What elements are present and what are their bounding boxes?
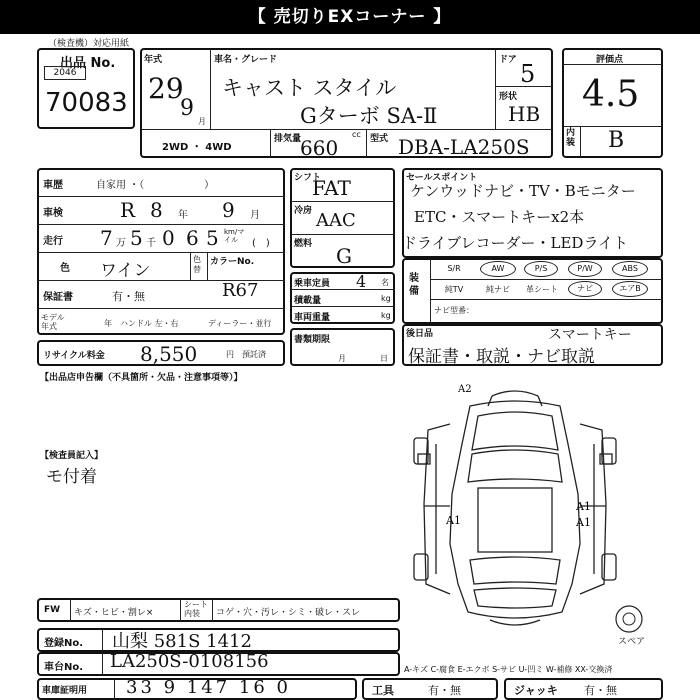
registration-label: 登録No.	[44, 638, 84, 649]
interior-label: 内装	[566, 128, 576, 148]
warranty-value: 有・無	[112, 290, 145, 303]
model-year-label: モデル年式	[41, 313, 65, 331]
year-value: 29	[148, 72, 184, 105]
damage-mark: A1	[576, 516, 591, 529]
mileage-d4: 6	[186, 226, 199, 250]
inspection-year: 8	[150, 198, 163, 222]
equip-navi-type: ナビ型番：	[434, 306, 474, 315]
handle-value: ハンドル 左・右	[120, 319, 179, 328]
inspection-year-unit: 年	[178, 210, 188, 221]
cert-value: 33 9 147 16 0	[126, 677, 291, 698]
mark-top: A2	[458, 384, 472, 395]
lot-small-box: 2046	[44, 66, 86, 80]
header-note: （検査機）対応用紙	[48, 39, 130, 49]
shift-label: シフト	[294, 173, 322, 183]
inspector-note: モ付着	[46, 467, 97, 487]
recycle-value: 8,550	[140, 342, 198, 366]
mileage-d3: 0	[162, 226, 175, 250]
car-name-label: 車名・グレード	[214, 55, 278, 65]
car-grade: Gターボ SA-Ⅱ	[300, 104, 438, 128]
seat-label: シート内装	[184, 600, 208, 618]
tools-label: 工具	[372, 684, 394, 697]
warranty-label: 保証書	[43, 292, 73, 303]
chassis-label: 車台No.	[44, 662, 84, 673]
load-unit: kg	[381, 294, 391, 303]
score-label: 評価点	[596, 55, 624, 65]
equip-navi: 純ナビ	[486, 285, 510, 294]
weight-unit: kg	[381, 311, 391, 320]
shift-value: FAT	[312, 176, 351, 200]
fuel-value: G	[336, 244, 352, 268]
equip-leather: 革シート	[526, 285, 558, 294]
equipment-label: 装備	[409, 273, 419, 297]
equip-airbag: エアB	[612, 281, 648, 297]
displacement-unit: cc	[352, 130, 361, 139]
spare-tire-icon	[612, 604, 646, 634]
inspector-label: 【検査員記入】	[40, 451, 104, 461]
recycle-note: 預託済	[242, 350, 266, 359]
year-month-unit: 月	[198, 117, 206, 126]
drive-type: 2WD ・ 4WD	[162, 142, 232, 153]
fw-value: キズ・ヒビ・割レ×	[74, 608, 154, 618]
equip-tv: 純TV	[444, 285, 464, 294]
weight-label: 車両重量	[294, 313, 331, 323]
seller-remarks-label: 【出品店申告欄（不具箇所・欠品・注意事項等）】	[40, 373, 243, 383]
history-value: 自家用 ・（ ）	[96, 180, 215, 191]
lot-label: 出品 No.	[60, 56, 116, 71]
damage-mark: A1	[576, 500, 591, 513]
fuel-label: 燃料	[294, 239, 313, 249]
doors-value: 5	[520, 60, 536, 88]
model-year-unit: 年	[104, 319, 112, 328]
displacement-value: 660	[300, 136, 339, 160]
mileage-label: 走行	[43, 236, 63, 247]
sales-point-line: ドライブレコーダー・LEDライト	[402, 234, 628, 252]
capacity-label: 乗車定員	[294, 279, 331, 289]
inspection-month: 9	[222, 198, 235, 222]
tools-value: 有・無	[428, 684, 461, 697]
mileage-unit: km/マイル	[224, 228, 245, 244]
model-type-label: 型式	[370, 134, 389, 144]
car-damage-diagram	[400, 384, 630, 634]
equip-sunroof: S/R	[447, 264, 461, 273]
history-label: 車歴	[43, 180, 63, 191]
damage-mark: A1	[446, 514, 461, 527]
sales-point-line: ケンウッドナビ・TV・Bモニター	[410, 182, 636, 200]
lot-number: 70083	[45, 88, 128, 118]
corner-banner: 【 売切りEXコーナー 】	[0, 0, 700, 34]
seat-value: コゲ・穴・汚レ・シミ・破レ・スレ	[216, 608, 361, 618]
color-value: ワイン	[100, 261, 151, 281]
mileage-paren: ( )	[252, 238, 270, 249]
registration-value: 山梨 581S 1412	[112, 631, 252, 652]
docs-unit2: 日	[380, 354, 388, 363]
rear-note-value2: 保証書・取説・ナビ取説	[408, 347, 595, 367]
recycle-unit: 円	[226, 350, 234, 359]
jack-label: ジャッキ	[514, 684, 558, 697]
mileage-u1: 万	[116, 238, 126, 249]
equip-ps: P/S	[524, 261, 558, 277]
ac-value: AAC	[316, 210, 356, 231]
chassis-value: LA250S-0108156	[110, 651, 269, 672]
year-month: 9	[180, 96, 194, 121]
docs-label: 書類期限	[294, 335, 331, 345]
equip-abs: ABS	[612, 261, 648, 277]
score-value: 4.5	[582, 74, 640, 115]
mileage-d2: 5	[130, 226, 143, 250]
jack-value: 有・無	[584, 684, 617, 697]
spare-label: スペア	[618, 637, 646, 647]
ac-label: 冷房	[294, 206, 313, 216]
inspection-era: R	[120, 198, 136, 222]
capacity-value: 4	[356, 272, 367, 291]
color-change-label: 色替	[193, 255, 201, 274]
damage-legend: A-キズ C-腐食 E-エクボ S-サビ U-凹ミ W-補修 XX-交換済	[404, 665, 613, 674]
cert-label: 車庫証明用	[42, 686, 88, 696]
mileage-d1: 7	[100, 226, 113, 250]
displacement-label: 排気量	[274, 134, 302, 144]
sales-points-label: セールスポイント	[406, 173, 478, 183]
docs-unit: 月	[338, 354, 346, 363]
doors-label: ドア	[499, 55, 517, 65]
sales-point-line: ETC・スマートキーx2本	[414, 208, 585, 226]
shape-value: HB	[508, 102, 541, 126]
load-label: 積載量	[294, 296, 322, 306]
interior-value: B	[608, 128, 625, 153]
color-label: 色	[60, 263, 70, 274]
equip-aw: AW	[480, 261, 516, 277]
dealer-value: ディーラー・並行	[208, 319, 272, 328]
inspection-month-unit: 月	[250, 210, 260, 221]
model-type-value: DBA-LA250S	[398, 135, 530, 159]
equip-aftermarket-navi: ナビ	[568, 281, 602, 297]
recycle-label: リサイクル料金	[43, 351, 105, 361]
mileage-d5: 5	[206, 226, 219, 250]
capacity-unit: 名	[381, 278, 389, 287]
rear-note-value: スマートキー	[548, 327, 632, 343]
rear-note-label: 後日品	[406, 329, 434, 339]
shape-label: 形状	[499, 92, 518, 102]
color-code-label: カラーNo.	[210, 257, 255, 267]
mileage-u2: 千	[146, 238, 156, 249]
fw-label: FW	[44, 605, 61, 615]
car-name: キャスト スタイル	[222, 76, 397, 100]
equip-pw: P/W	[568, 261, 602, 277]
color-code: R67	[222, 280, 259, 301]
year-label: 年式	[144, 55, 163, 65]
inspection-label: 車検	[43, 208, 63, 219]
